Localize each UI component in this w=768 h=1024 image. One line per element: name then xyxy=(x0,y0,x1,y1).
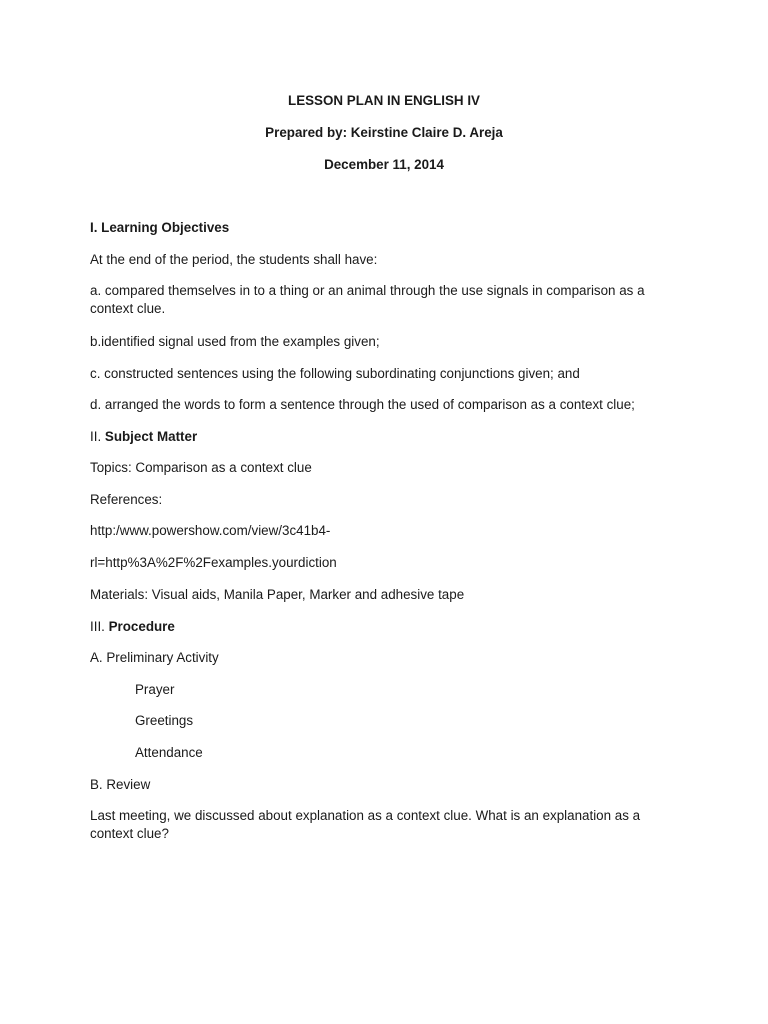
references-label: References: xyxy=(90,492,163,507)
objectives-intro: At the end of the period, the students shall have: xyxy=(90,252,378,267)
review-heading: B. Review xyxy=(90,777,151,792)
reference-url-line-2: rl=http%3A%2F%2Fexamples.yourdiction xyxy=(90,555,337,570)
objective-item-b: b.identified signal used from the examples given; xyxy=(90,334,380,349)
objective-item-c: c. constructed sentences using the following subordinating conjunctions given; and xyxy=(90,366,580,381)
document-title: LESSON PLAN IN ENGLISH IV xyxy=(288,93,480,108)
objectives-heading: I. Learning Objectives xyxy=(90,220,230,235)
procedure-numeral: III. xyxy=(90,619,109,634)
preliminary-activity: A. Preliminary Activity xyxy=(90,650,219,665)
prepared-by: Prepared by: Keirstine Claire D. Areja xyxy=(265,125,503,140)
procedure-heading xyxy=(90,618,175,636)
activity-attendance: Attendance xyxy=(135,745,203,760)
objective-item-d: d. arranged the words to form a sentence through the used of comparison as a context clue; xyxy=(90,397,635,412)
subject-matter-label: Subject Matter xyxy=(104,429,198,444)
activity-greetings: Greetings xyxy=(135,713,194,728)
topics-line: Topics: Comparison as a context clue xyxy=(90,460,312,475)
reference-url-line-1: http:/www.powershow.com/view/3c41b4- xyxy=(90,523,331,538)
procedure-label: Procedure xyxy=(108,619,175,634)
activity-prayer: Prayer xyxy=(135,682,175,697)
subject-matter-heading xyxy=(90,428,197,446)
review-text: Last meeting, we discussed about explanation as a context clue. What is an explanation as a context clue? xyxy=(90,808,641,841)
objective-item-a: a. compared themselves in to a thing or an animal through the use signals in comparison as a context clue. xyxy=(90,283,645,316)
document-date: December 11, 2014 xyxy=(324,157,444,172)
subject-matter-numeral: II. xyxy=(90,429,105,444)
materials-line: Materials: Visual aids, Manila Paper, Marker and adhesive tape xyxy=(90,587,465,602)
